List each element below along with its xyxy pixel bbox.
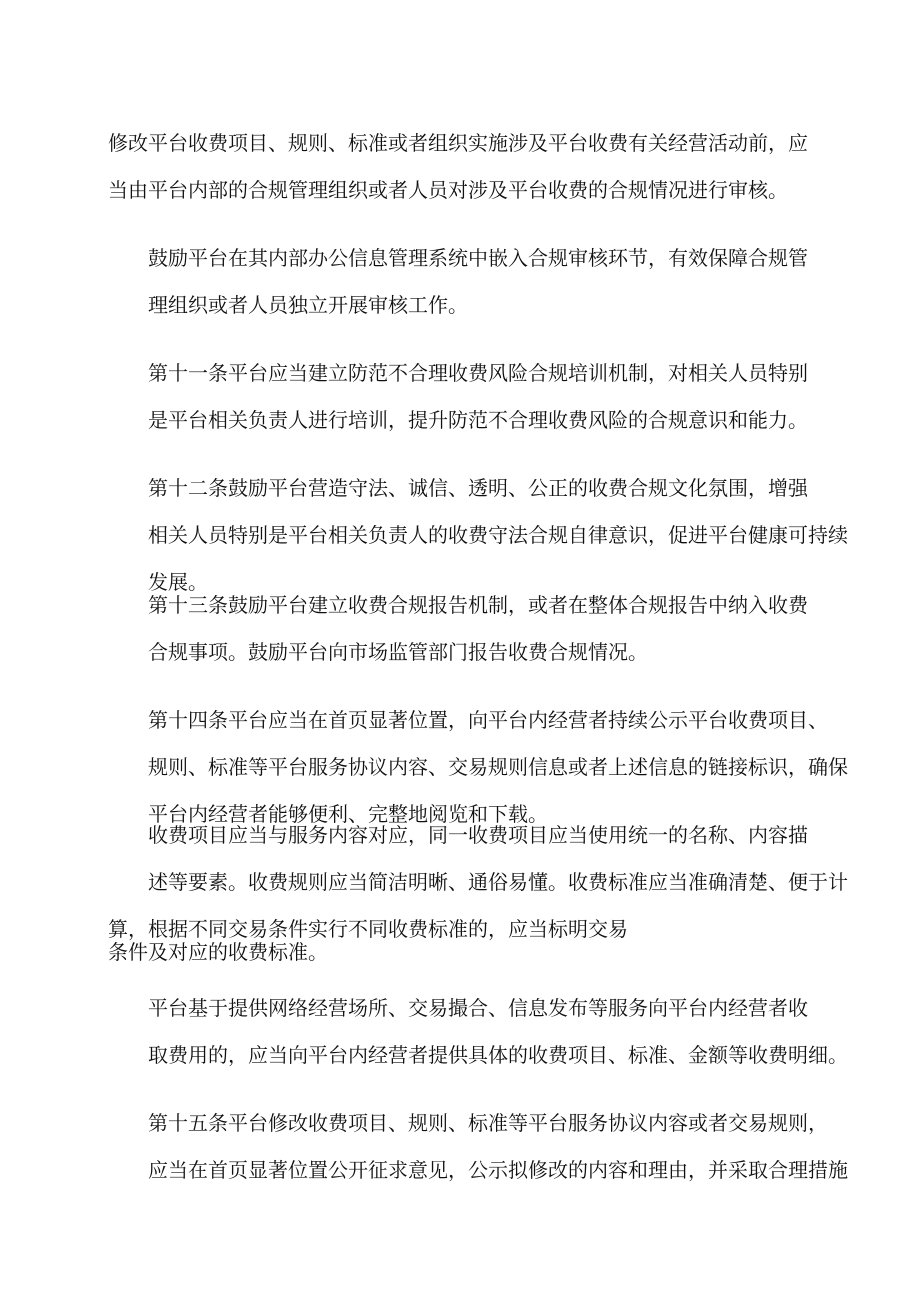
- text-line: 相关人员特别是平台相关负责人的收费守法合规自律意识，促进平台健康可持续: [148, 523, 848, 547]
- text-line: 第十二条鼓励平台营造守法、诚信、透明、公正的收费合规文化氛围，增强: [148, 476, 808, 500]
- text-line: 鼓励平台在其内部办公信息管理系统中嵌入合规审核环节，有效保障合规管: [148, 246, 808, 270]
- text-line: 取费用的，应当向平台内经营者提供具体的收费项目、标准、金额等收费明细。: [148, 1043, 848, 1067]
- paragraph-compliance-review-system: [108, 235, 823, 329]
- text-line: 第十四条平台应当在首页显著位置，向平台内经营者持续公示平台收费项目、: [148, 708, 828, 732]
- text-line: 条件及对应的收费标准。: [108, 940, 328, 964]
- text-line: 平台内经营者能够便利、完整地阅览和下载。: [148, 802, 548, 826]
- text-line: 第十三条鼓励平台建立收费合规报告机制，或者在整体合规报告中纳入收费: [148, 593, 808, 617]
- text-line: 述等要素。收费规则应当简洁明晰、通俗易懂。收费标准应当准确清楚、便于计: [148, 870, 848, 894]
- text-line: 合规事项。鼓励平台向市场监管部门报告收费合规情况。: [148, 640, 648, 664]
- paragraph-article-15: [108, 1100, 848, 1194]
- text-line: 理组织或者人员独立开展审核工作。: [148, 293, 468, 317]
- text-line: 当由平台内部的合规管理组织或者人员对涉及平台收费的合规情况进行审核。: [108, 178, 788, 202]
- text-line: 算，根据不同交易条件实行不同收费标准的，应当标明交易: [108, 917, 628, 941]
- paragraph-fee-details-disclosure: [108, 985, 848, 1079]
- paragraph-article-13: [108, 582, 823, 676]
- text-line: 应当在首页显著位置公开征求意见，公示拟修改的内容和理由，并采取合理措施: [148, 1158, 848, 1182]
- text-line: 是平台相关负责人进行培训，提升防范不合理收费风险的合规意识和能力。: [148, 408, 808, 432]
- text-line: 修改平台收费项目、规则、标准或者组织实施涉及平台收费有关经营活动前，应: [108, 131, 808, 155]
- paragraph-platform-fee-change-review: [108, 120, 823, 214]
- text-line: 第十一条平台应当建立防范不合理收费风险合规培训机制，对相关人员特别: [148, 361, 808, 385]
- text-line: 平台基于提供网络经营场所、交易撮合、信息发布等服务向平台内经营者收: [148, 996, 808, 1020]
- text-line: 收费项目应当与服务内容对应，同一收费项目应当使用统一的名称、内容描: [148, 823, 808, 847]
- text-line: 第十五条平台修改收费项目、规则、标准等平台服务协议内容或者交易规则，: [148, 1111, 828, 1135]
- paragraph-article-11: [108, 350, 823, 444]
- text-line: 发展。: [148, 570, 208, 594]
- paragraph-fee-items-rules-standards: [108, 812, 848, 965]
- text-line: 规则、标准等平台服务协议内容、交易规则信息或者上述信息的链接标识，确保: [148, 755, 848, 779]
